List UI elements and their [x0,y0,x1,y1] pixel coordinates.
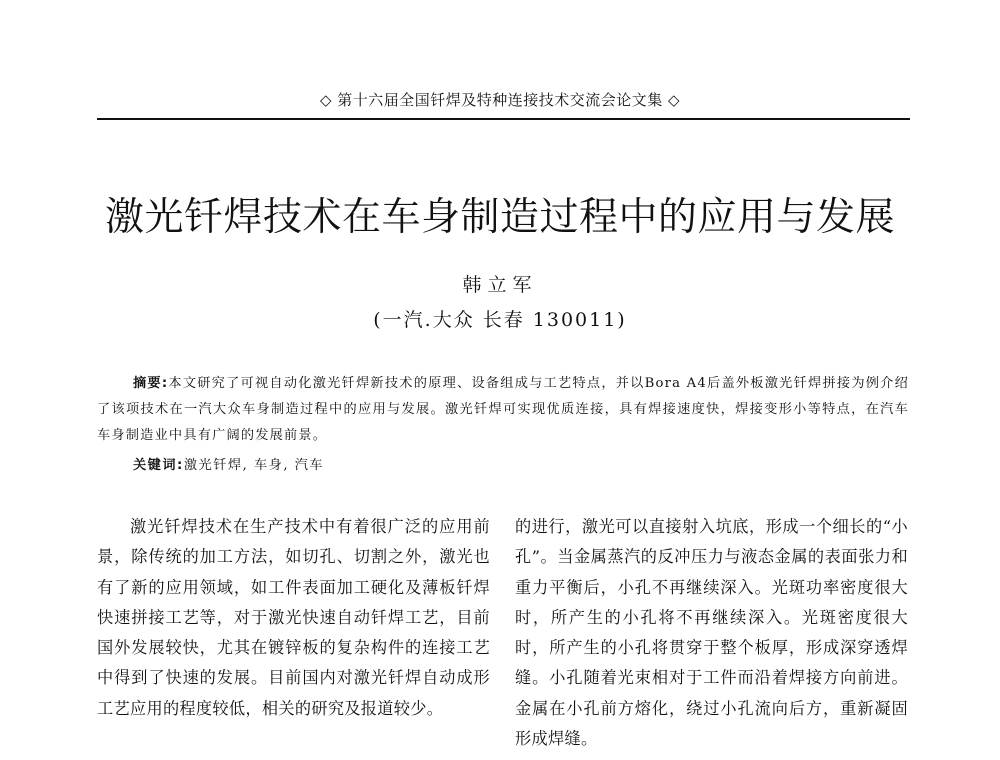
paper-title: 激光钎焊技术在车身制造过程中的应用与发展 [104,195,895,240]
body-right-column: 的进行，激光可以直接射入坑底，形成一个细长的“小孔”。当金属蒸汽的反冲压力与液态金属的表面张力和重力平衡后，小孔不再继续深入。光斑功率密度很大时，所产生的小孔将不再继续深入。光斑密度很大时，所产生的小孔将贯穿于整个板厚，形成深穿透焊缝。小孔随着光束相对于工件而沿着焊接方向前进。金属在小孔前方熔化，绕过小孔流向后方，重新凝固形成焊缝。 [515,517,908,749]
abstract-text: 本文研究了可视自动化激光钎焊新技术的原理、设备组成与工艺特点，并以Bora A4后盖外板激光钎焊拼接为例介绍了该项技术在一汽大众车身制造过程中的应用与发展。激光钎焊可实现优质连接，具有焊接速度快，焊接变形小等特点，在汽车车身制造业中具有广阔的发展前景。 [97,376,910,443]
keywords [133,454,324,473]
author-name: 韩立军 [462,274,538,296]
keywords-label: 关键词: [133,458,184,473]
abstract-label: 摘要: [133,376,169,391]
body-left-column: 激光钎焊技术在生产技术中有着很广泛的应用前景，除传统的加工方法，如切孔、切割之外，激光也有了新的应用领域，如工件表面加工硬化及薄板钎焊快速拼接工艺等，对于激光快速自动钎焊工艺，目前国外发展较快，尤其在镀锌板的复杂构件的连接工艺中得到了快速的发展。目前国内对激光钎焊自动成形工艺应用的程度较低，相关的研究及报道较少。 [97,517,490,718]
header-rule [97,118,910,120]
keywords-text: 激光钎焊, 车身, 汽车 [183,458,325,473]
running-header: ◇ 第十六届全国钎焊及特种连接技术交流会论文集 ◇ [319,91,681,109]
author-affiliation: (一汽.大众 长春 130011) [373,309,627,331]
abstract [97,371,909,449]
